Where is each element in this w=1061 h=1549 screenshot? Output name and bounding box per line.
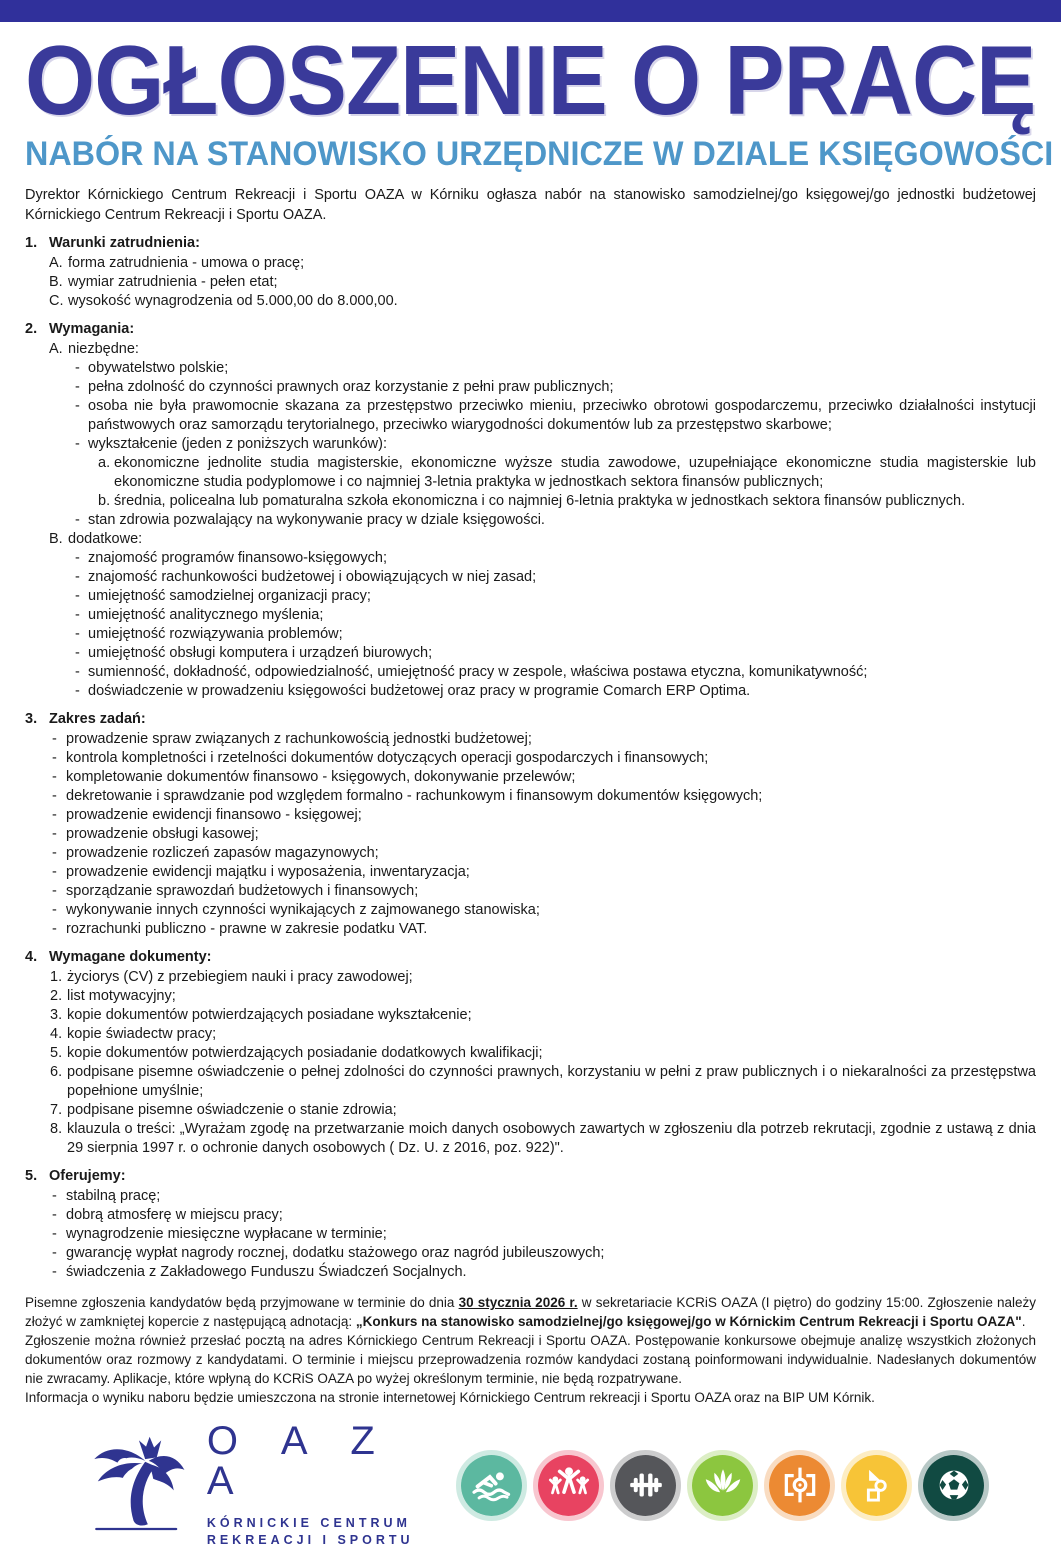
section-number: 1.: [25, 235, 38, 252]
lotus-icon: [692, 1455, 753, 1516]
list-item: - obywatelstwo polskie;: [75, 360, 229, 377]
oaza-logo: [87, 1421, 461, 1549]
list-item: - wynagrodzenie miesięczne wypłacane w terminie;: [52, 1226, 387, 1243]
logo-text: [207, 1421, 461, 1549]
section-number: 3.: [25, 711, 38, 728]
section-warunki-zatrudnienia: [25, 234, 1036, 311]
list-item: - prowadzenie spraw związanych z rachunkowością jednostki budżetowej;: [52, 731, 532, 748]
list-item: - wykształcenie (jeden z poniższych warunków):: [75, 436, 387, 453]
football-icon: [923, 1455, 984, 1516]
list-marker: C.: [49, 293, 64, 310]
list-item: - umiejętność analitycznego myślenia;: [75, 607, 324, 624]
list-item: - doświadczenie w prowadzeniu księgowości budżetowej oraz pracy w programie Comarch ERP Optima.: [75, 683, 751, 700]
family-icon: [538, 1455, 599, 1516]
list-item: 7. podpisane pisemne oświadczenie o stanie zdrowia;: [50, 1102, 397, 1119]
list-item: 2. list motywacyjny;: [50, 988, 176, 1005]
list-item: - gwarancję wypłat nagrody rocznej, dodatku stażowego oraz nagród jubileuszowych;: [52, 1245, 605, 1262]
activity-icons: [461, 1455, 984, 1516]
section-title: Wymagania:: [49, 321, 135, 338]
document-body: [0, 25, 1061, 1549]
list-item: - prowadzenie ewidencji finansowo - księgowej;: [52, 807, 362, 824]
list-item: - stabilną pracę;: [52, 1188, 161, 1205]
section-number: 2.: [25, 321, 38, 338]
list-item: 5. kopie dokumentów potwierdzających posiadanie dodatkowych kwalifikacji;: [50, 1045, 543, 1062]
list-item: 1. życiorys (CV) z przebiegiem nauki i pracy zawodowej;: [50, 969, 413, 986]
list-item: - sumienność, dokładność, odpowiedzialność, umiejętność pracy w zespole, właściwa postawa etyczna, komunikatywność;: [75, 664, 868, 681]
section-title: Oferujemy:: [49, 1168, 126, 1185]
list-marker: A.: [49, 255, 63, 272]
section-title: Wymagane dokumenty:: [49, 949, 212, 966]
section-title: Warunki zatrudnienia:: [49, 235, 200, 252]
dumbbell-icon: [615, 1455, 676, 1516]
intro-paragraph: Dyrektor Kórnickiego Centrum Rekreacji i Sportu OAZA w Kórniku ogłasza nabór na stanowisko samodzielnej/go księgowej/go jednostki budżetowej Kórnickiego Centrum Rekreacji i Sportu OAZA.: [25, 187, 1036, 224]
palm-tree-icon: [87, 1435, 191, 1535]
list-item: B. wymiar zatrudnienia - pełen etat;: [49, 274, 278, 291]
sports-field-icon: [769, 1455, 830, 1516]
list-item: - dobrą atmosferę w miejscu pracy;: [52, 1207, 283, 1224]
list-item: - świadczenia z Zakładowego Funduszu Świadczeń Socjalnych.: [52, 1264, 467, 1281]
list-item: 4. kopie świadectw pracy;: [50, 1026, 217, 1043]
list-item: - pełna zdolność do czynności prawnych oraz korzystanie z pełni praw publicznych;: [75, 379, 614, 396]
section-wymagane-dokumenty: [25, 948, 1036, 1158]
list-item: - dekretowanie i sprawdzanie pod względem formalno - rachunkowym i finansowym dokumentów księgowych;: [52, 788, 763, 805]
section-heading: [25, 1167, 1036, 1186]
playground-icon: [846, 1455, 907, 1516]
list-item: - umiejętność samodzielnej organizacji pracy;: [75, 588, 371, 605]
list-item: - umiejętność rozwiązywania problemów;: [75, 626, 343, 643]
top-accent-bar: [0, 0, 1061, 22]
brand-bar: [25, 1421, 1036, 1549]
footer-paragraph-results: Informacja o wyniku naboru będzie umieszczona na stronie internetowej Kórnickiego Centrum rekreacji i Sportu OAZA oraz na BIP UM Kórnik.: [25, 1390, 875, 1406]
section-oferujemy: [25, 1167, 1036, 1282]
swimming-icon: [461, 1455, 522, 1516]
list-item: 8. klauzula o treści: „Wyrażam zgodę na przetwarzanie moich danych osobowych zawartych w zgłoszeniu dla potrzeb rekrutacji, zgodnie z ustawą z dnia 29 sierpnia 1997 r. o ochronie danych osobowych ( Dz. U. z 2016, poz. 922)".: [50, 1121, 1036, 1157]
section-heading: [25, 234, 1036, 253]
list-item: - osoba nie była prawomocnie skazana za przestępstwo przeciwko mieniu, przeciwko obrotowi gospodarczemu, przeciwko działalności instytucji państwowych oraz samorządu terytorialnego, przeciwko wiarygodności dokumentów lub za przestępstwo skarbowe;: [75, 398, 1036, 434]
list-item: - prowadzenie obsługi kasowej;: [52, 826, 259, 843]
list-item: - stan zdrowia pozwalający na wykonywanie pracy w dziale księgowości.: [75, 512, 545, 529]
list-item: - znajomość programów finansowo-księgowych;: [75, 550, 387, 567]
list-item: - umiejętność obsługi komputera i urządzeń biurowych;: [75, 645, 433, 662]
list-item: - prowadzenie rozliczeń zapasów magazynowych;: [52, 845, 379, 862]
section-number: 5.: [25, 1168, 38, 1185]
list-item: - kompletowanie dokumentów finansowo - księgowych, dokonywanie przelewów;: [52, 769, 576, 786]
section-number: 4.: [25, 949, 38, 966]
logo-subtitle: KÓRNICKIE CENTRUM REKREACJI I SPORTU: [206, 1516, 414, 1548]
section-heading: [25, 948, 1036, 967]
list-item: - sporządzanie sprawozdań budżetowych i finansowych;: [52, 883, 419, 900]
list-item: 6. podpisane pisemne oświadczenie o pełnej zdolności do czynności prawnych, korzystaniu w pełni z praw publicznych i o niekaralności za przestępstwa popełnione umyślnie;: [50, 1064, 1036, 1100]
footer-paragraph-submission: Pisemne zgłoszenia kandydatów będą przyjmowane w terminie do dnia 30 stycznia 2026 r. w sekretariacie KCRiS OAZA (I piętro) do godziny 15:00. Zgłoszenie należy złożyć w zamkniętej kopercie z następującą adnotacją: „Konkurs na stanowisko samodzielnej/go księgowej/go w Kórnickim Centrum Rekreacji i Sportu OAZA".: [25, 1295, 1036, 1330]
page-subtitle: NABÓR NA STANOWISKO URZĘDNICZE W DZIALE KSIĘGOWOŚCI: [25, 135, 1054, 174]
envelope-annotation: „Konkurs na stanowisko samodzielnej/go księgowej/go w Kórnickim Centrum Rekreacji i Sportu OAZA": [355, 1314, 1022, 1330]
list-item: a. ekonomiczne jednolite studia magisterskie, ekonomiczne wyższe studia zawodowe, uzupełniające ekonomiczne studia magisterskie lub ekonomiczne studia podyplomowe i co najmniej 3-letnia praktyka w jednostkach sektora finansów publicznych;: [98, 455, 1036, 491]
logo-name: O A Z A: [206, 1419, 392, 1504]
list-item: B. dodatkowe:: [49, 531, 143, 548]
footer-paragraph-procedure: Zgłoszenie można również przesłać pocztą na adres Kórnickiego Centrum Rekreacji i Sportu OAZA. Postępowanie konkursowe obejmuje analizę wszystkich złożonych dokumentów oraz rozmowy z kandydatami. O terminie i miejscu przeprowadzenia rozmów kandydaci zostaną poinformowani indywidualnie. Nadesłanych dokumentów nie zwracamy. Aplikacje, które wpłyną do KCRiS OAZA po wyżej określonym terminie, nie będą rozpatrywane.: [25, 1333, 1036, 1387]
footer-notes: [25, 1293, 1036, 1407]
list-item: C. wysokość wynagrodzenia od 5.000,00 do 8.000,00.: [49, 293, 398, 310]
list-item: - prowadzenie ewidencji majątku i wyposażenia, inwentaryzacja;: [52, 864, 470, 881]
section-heading: [25, 320, 1036, 339]
section-title: Zakres zadań:: [49, 711, 146, 728]
list-item: A. forma zatrudnienia - umowa o pracę;: [49, 255, 305, 272]
list-item: 3. kopie dokumentów potwierdzających posiadane wykształcenie;: [50, 1007, 472, 1024]
list-item: - kontrola kompletności i rzetelności dokumentów dotyczących operacji gospodarczych i finansowych;: [52, 750, 709, 767]
page-title: OGŁOSZENIE O PRACĘ: [25, 25, 1036, 135]
list-item: - rozrachunki publiczno - prawne w zakresie podatku VAT.: [52, 921, 428, 938]
list-item: - znajomość rachunkowości budżetowej i obowiązujących w niej zasad;: [75, 569, 537, 586]
list-item: b. średnia, policealna lub pomaturalna szkoła ekonomiczna i co najmniej 6-letnia praktyka w jednostkach sektora finansów publicznych.: [98, 493, 966, 510]
list-item: - wykonywanie innych czynności wynikających z zajmowanego stanowiska;: [52, 902, 540, 919]
list-marker: B.: [49, 274, 63, 291]
section-zakres-zadan: [25, 710, 1036, 939]
section-wymagania: [25, 320, 1036, 701]
section-heading: [25, 710, 1036, 729]
list-item: A. niezbędne:: [49, 341, 139, 358]
deadline-date: 30 stycznia 2026 r.: [458, 1295, 578, 1311]
